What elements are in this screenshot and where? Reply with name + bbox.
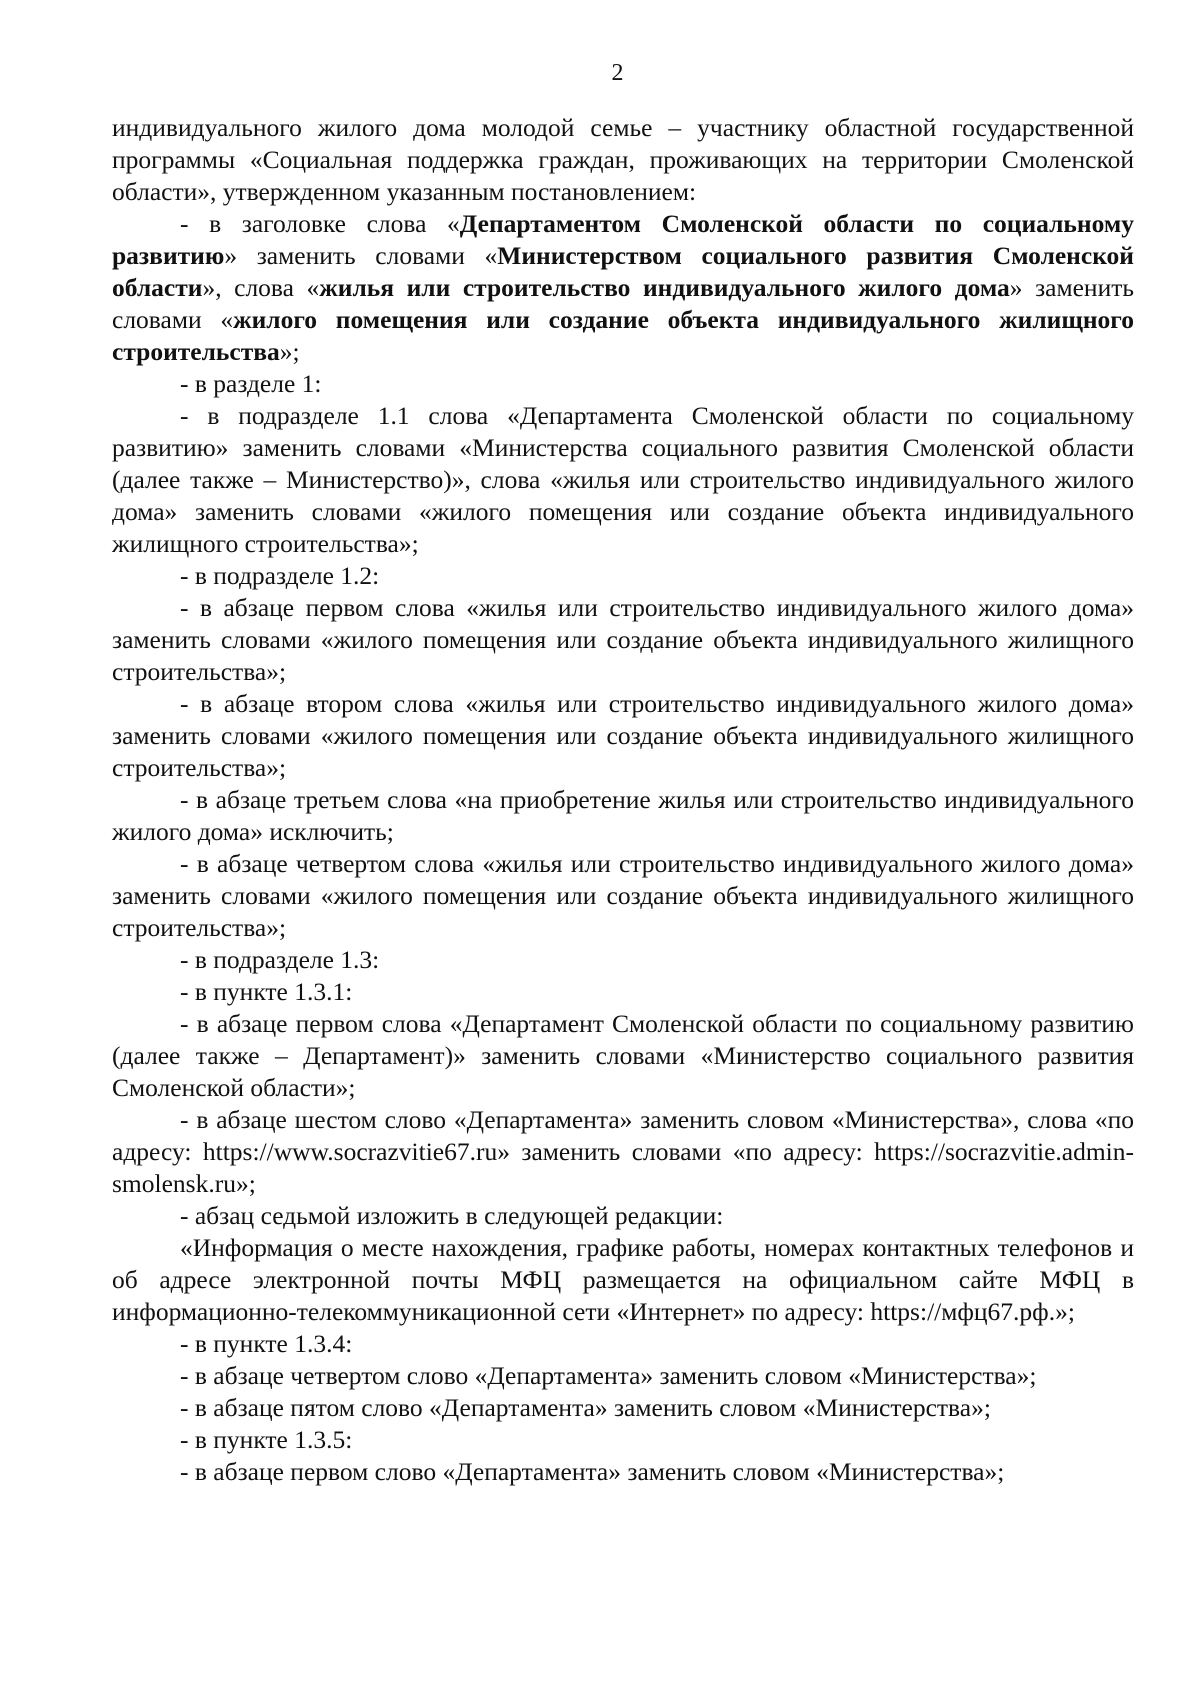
text-run: », слова « [202, 273, 320, 302]
bold-text-run: Департаментом Смоленской области по социальному развитию [112, 209, 1134, 270]
text-run: - в пункте 1.3.4: [180, 1329, 353, 1358]
text-run: - в подразделе 1.2: [180, 561, 380, 590]
text-run: - в абзаце пятом слово «Департамента» заменить словом «Министерства»; [180, 1393, 991, 1422]
bold-text-run: жилья или строительство индивидуального жилого дома [319, 273, 1010, 302]
paragraph [112, 560, 1134, 592]
text-run: - в пункте 1.3.5: [180, 1425, 353, 1454]
text-run: индивидуального жилого дома молодой семье – участнику областной государственной программы «Социальная поддержка граждан, проживающих на территории Смоленской области», утвержденном указанным постановлением: [112, 113, 1134, 206]
text-run: - в подразделе 1.1 слова «Департамента Смоленской области по социальному развитию» заменить словами «Министерства социального развития Смоленской области (далее также – Министерство)», слова «жилья или строительство индивидуального жилого дома» заменить словами «жилого помещения или создание объекта индивидуального жилищного строительства»; [112, 401, 1134, 558]
text-run: - в абзаце первом слова «жилья или строительство индивидуального жилого дома» заменить словами «жилого помещения или создание объекта индивидуального жилищного строительства»; [112, 593, 1134, 686]
text-run: » заменить словами « [224, 241, 498, 270]
text-run: - в абзаце шестом слово «Департамента» заменить словом «Министерства», слова «по адресу: https://www.socrazvitie67.ru» заменить словами «по адресу: https://socrazvitie.admin-smolensk.ru»; [112, 1105, 1134, 1198]
paragraph [112, 1456, 1134, 1488]
paragraph [112, 1008, 1134, 1104]
paragraph [112, 976, 1134, 1008]
bold-text-run: жилого помещения или создание объекта индивидуального жилищного строительства [112, 305, 1134, 366]
document-body [112, 112, 1134, 1488]
paragraph [112, 688, 1134, 784]
text-run: - в абзаце первом слово «Департамента» заменить словом «Министерства»; [180, 1457, 1005, 1486]
paragraph [112, 1200, 1134, 1232]
paragraph [112, 112, 1134, 208]
bold-text-run: Министерством социального развития Смоленской области [112, 241, 1134, 302]
text-run: - в подразделе 1.3: [180, 945, 380, 974]
text-run: »; [279, 337, 300, 366]
paragraph [112, 368, 1134, 400]
text-run: » заменить словами « [112, 273, 1134, 334]
paragraph [112, 1104, 1134, 1200]
text-run: «Информация о месте нахождения, графике работы, номерах контактных телефонов и об адресе электронной почты МФЦ размещается на официальном сайте МФЦ в информационно-телекоммуникационной сети «Интернет» по адресу: https://мфц67.рф.»; [112, 1233, 1134, 1326]
paragraph [112, 1392, 1134, 1424]
text-run: - в абзаце втором слова «жилья или строительство индивидуального жилого дома» заменить словами «жилого помещения или создание объекта индивидуального жилищного строительства»; [112, 689, 1134, 782]
text-run: - в разделе 1: [180, 369, 322, 398]
paragraph [112, 1328, 1134, 1360]
text-run: - в абзаце четвертом слова «жилья или строительство индивидуального жилого дома» заменить словами «жилого помещения или создание объекта индивидуального жилищного строительства»; [112, 849, 1134, 942]
page-number: 2 [611, 60, 624, 86]
text-run: - в абзаце третьем слова «на приобретение жилья или строительство индивидуального жилого дома» исключить; [112, 785, 1134, 846]
paragraph [112, 1232, 1134, 1328]
paragraph [112, 1360, 1134, 1392]
text-run: - в абзаце четвертом слово «Департамента» заменить словом «Министерства»; [180, 1361, 1037, 1390]
paragraph [112, 784, 1134, 848]
text-run: - в заголовке слова « [180, 209, 460, 238]
paragraph [112, 944, 1134, 976]
text-run: - абзац седьмой изложить в следующей редакции: [180, 1201, 724, 1230]
paragraph [112, 400, 1134, 560]
paragraph [112, 208, 1134, 368]
paragraph [112, 592, 1134, 688]
paragraph [112, 1424, 1134, 1456]
text-run: - в пункте 1.3.1: [180, 977, 353, 1006]
text-run: - в абзаце первом слова «Департамент Смоленской области по социальному развитию (далее также – Департамент)» заменить словами «Министерство социального развития Смоленской области»; [112, 1009, 1134, 1102]
paragraph [112, 848, 1134, 944]
